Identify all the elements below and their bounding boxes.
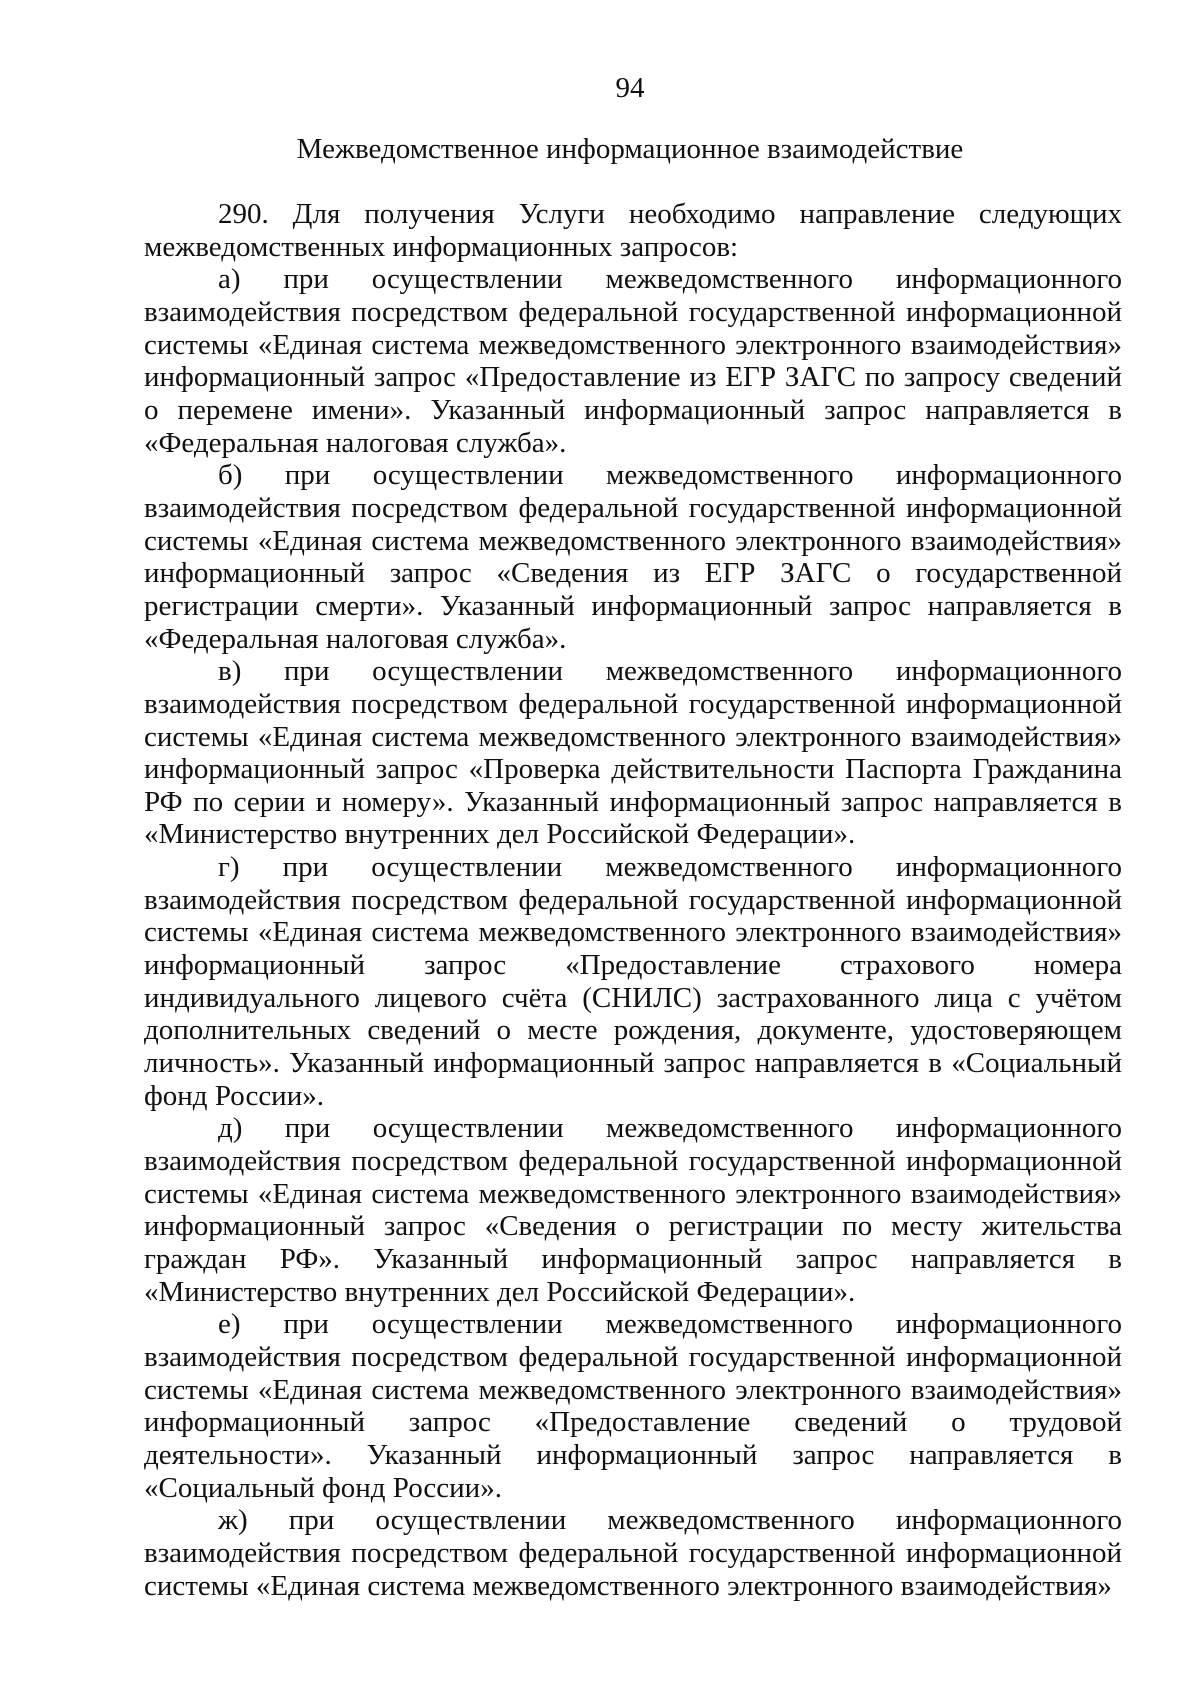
paragraph-item-d: д) при осуществлении межведомственного информационного взаимодействия посредством федеральной государственной информационной системы «Единая система межведомственного электронного взаимодействия» информационный запрос «Сведения о регистрации по месту жительства граждан РФ». Указанный информационный запрос направляется в «Министерство внутренних дел Российской Федерации». bbox=[144, 1112, 1122, 1308]
paragraph-item-g: г) при осуществлении межведомственного информационного взаимодействия посредством федеральной государственной информационной системы «Единая система межведомственного электронного взаимодействия» информационный запрос «Предоставление страхового номера индивидуального лицевого счёта (СНИЛС) застрахованного лица с учётом дополнительных сведений о месте рождения, документе, удостоверяющем личность». Указанный информационный запрос направляется в «Социальный фонд России». bbox=[144, 851, 1122, 1112]
paragraph-item-a: а) при осуществлении межведомственного информационного взаимодействия посредством федеральной государственной информационной системы «Единая система межведомственного электронного взаимодействия» информационный запрос «Предоставление из ЕГР ЗАГС по запросу сведений о перемене имени». Указанный информационный запрос направляется в «Федеральная налоговая служба». bbox=[144, 263, 1122, 459]
paragraph-item-b: б) при осуществлении межведомственного информационного взаимодействия посредством федеральной государственной информационной системы «Единая система межведомственного электронного взаимодействия» информационный запрос «Сведения из ЕГР ЗАГС о государственной регистрации смерти». Указанный информационный запрос направляется в «Федеральная налоговая служба». bbox=[144, 459, 1122, 655]
paragraph-290-intro: 290. Для получения Услуги необходимо направление следующих межведомственных информационных запросов: bbox=[144, 198, 1122, 263]
paragraph-item-e: е) при осуществлении межведомственного информационного взаимодействия посредством федеральной государственной информационной системы «Единая система межведомственного электронного взаимодействия» информационный запрос «Предоставление сведений о трудовой деятельности». Указанный информационный запрос направляется в «Социальный фонд России». bbox=[144, 1308, 1122, 1504]
page-number: 94 bbox=[615, 72, 645, 104]
paragraph-item-v: в) при осуществлении межведомственного информационного взаимодействия посредством федеральной государственной информационной системы «Единая система межведомственного электронного взаимодействия» информационный запрос «Проверка действительности Паспорта Гражданина РФ по серии и номеру». Указанный информационный запрос направляется в «Министерство внутренних дел Российской Федерации». bbox=[144, 655, 1122, 851]
section-title: Межведомственное информационное взаимодействие bbox=[296, 133, 964, 165]
document-body bbox=[144, 198, 1122, 1602]
paragraph-item-zh: ж) при осуществлении межведомственного информационного взаимодействия посредством федеральной государственной информационной системы «Единая система межведомственного электронного взаимодействия» bbox=[144, 1504, 1122, 1602]
